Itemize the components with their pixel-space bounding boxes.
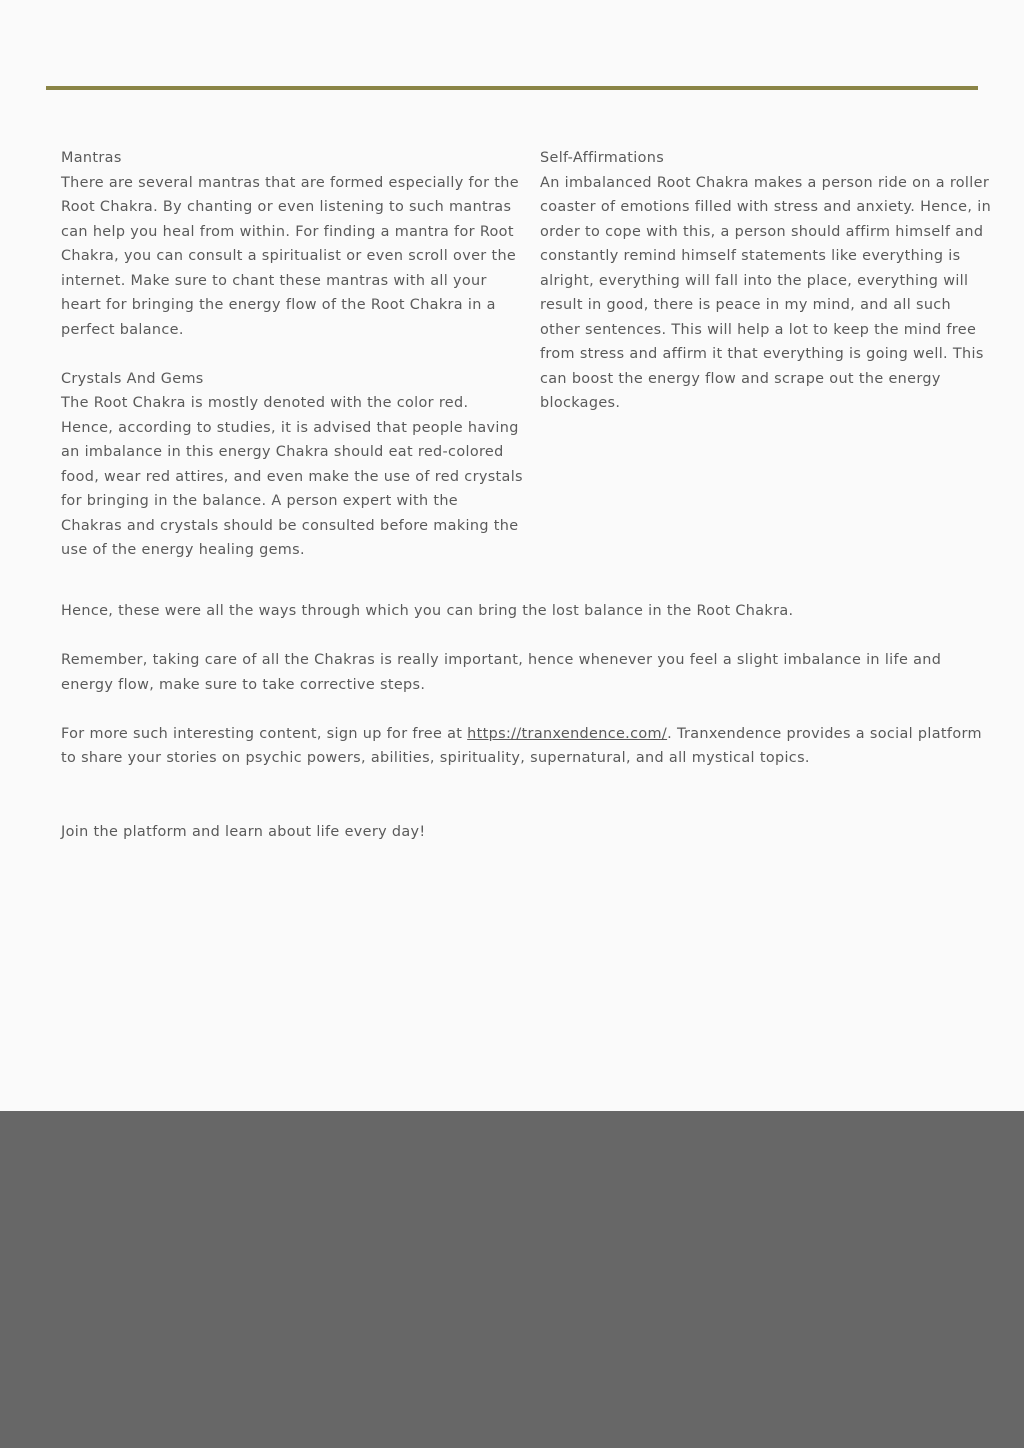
spacer [61,342,523,367]
conclusion-paragraph-3 [61,722,991,771]
spacer [61,771,991,820]
closing-line: Join the platform and learn about life every day! [61,823,426,840]
mantras-body: There are several mantras that are formed especially for the Root Chakra. By chanting or even listening to such mantras can help you heal from within. For finding a mantra for Root Chakra, you can consult a spiritualist or even scroll over the internet. Make sure to chant these mantras with all your heart for bringing the energy flow of the Root Chakra in a perfect balance. [61,174,519,338]
tranxendence-link[interactable]: https://tranxendence.com/ [467,725,668,742]
signup-text-suffix: . Tranxendence provides a social platform to share your stories on psychic powers, abilities, spirituality, supernatural, and all mystical topics. [61,725,982,766]
conclusion-section [61,599,991,844]
left-column [61,146,523,563]
affirmations-body: An imbalanced Root Chakra makes a person ride on a roller coaster of emotions filled with stress and anxiety. Hence, in order to cope with this, a person should affirm himself and constantly remind himself statements like everything is alright, everything will fall into the place, everything will result in good, there is peace in my mind, and all such other sentences. This will help a lot to keep the mind free from stress and affirm it that everything is going well. This can boost the energy flow and scrape out the energy blockages. [540,174,992,411]
crystals-body: The Root Chakra is mostly denoted with the color red. Hence, according to studies, it is advised that people having an imbalance in this energy Chakra should eat red-colored food, wear red attires, and even make the use of red crystals for bringing in the balance. A person expert with the Chakras and crystals should be consulted before making the use of the energy healing gems. [61,395,523,558]
spacer [61,697,991,722]
signup-text-prefix: For more such interesting content, sign up for free at [61,725,468,742]
footer-band [0,1111,1024,1448]
right-column [540,146,996,416]
mantras-heading: Mantras [61,150,122,166]
affirmations-heading: Self-Affirmations [540,150,665,166]
conclusion-paragraph-1: Hence, these were all the ways through which you can bring the lost balance in the Root Chakra. [61,603,794,619]
crystals-heading: Crystals And Gems [61,370,204,387]
conclusion-paragraph-2: Remember, taking care of all the Chakras is really important, hence whenever you feel a slight imbalance in life and energy flow, make sure to take corrective steps. [61,652,942,693]
spacer [61,624,991,649]
header-divider-rule [46,86,978,90]
